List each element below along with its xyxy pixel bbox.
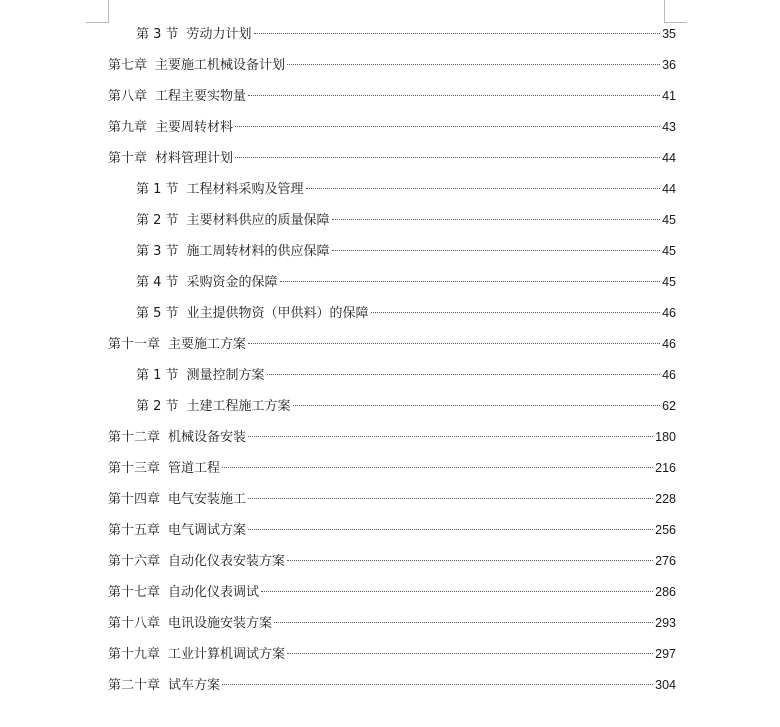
toc-entry[interactable]: [108, 582, 676, 602]
toc-entry-title: 工程材料采购及管理: [186, 182, 304, 197]
toc-dot-leader: [274, 622, 653, 623]
toc-entry[interactable]: [108, 148, 676, 168]
toc-entry[interactable]: [108, 55, 676, 75]
toc-entry[interactable]: [108, 613, 676, 633]
toc-dot-leader: [248, 529, 653, 530]
toc-entry-number: 第 5 节: [136, 306, 179, 321]
toc-dot-leader: [332, 250, 661, 251]
toc-dot-leader: [332, 219, 661, 220]
toc-dot-leader: [254, 33, 661, 34]
toc-entry-number: 第十七章: [108, 585, 161, 600]
toc-entry-number: 第九章: [108, 120, 148, 135]
toc-entry[interactable]: [108, 551, 676, 571]
toc-entry-title: 测量控制方案: [186, 368, 265, 383]
toc-entry-number: 第十八章: [108, 616, 161, 631]
toc-entry-title: 主要施工机械设备计划: [155, 58, 286, 73]
toc-entry-page-number: 41: [662, 89, 676, 103]
toc-entry-number: 第十章: [108, 151, 148, 166]
toc-entry-page-number: 35: [662, 27, 676, 41]
toc-entry-number: 第 3 节: [136, 244, 179, 259]
toc-dot-leader: [248, 436, 653, 437]
toc-entry-page-number: 297: [655, 647, 676, 661]
toc-entry-number: 第十一章: [108, 337, 161, 352]
toc-entry-title: 土建工程施工方案: [186, 399, 291, 414]
toc-entry-title: 工程主要实物量: [155, 89, 247, 104]
toc-dot-leader: [287, 653, 653, 654]
toc-entry-title: 主要材料供应的质量保障: [186, 213, 330, 228]
toc-entry-number: 第十二章: [108, 430, 161, 445]
toc-entry-page-number: 293: [655, 616, 676, 630]
toc-entry-number: 第 1 节: [136, 182, 179, 197]
toc-entry[interactable]: [108, 644, 676, 664]
margin-corner-mark-right: [664, 0, 687, 23]
toc-entry-title: 电气调试方案: [168, 523, 247, 538]
toc-entry-number: 第二十章: [108, 678, 161, 693]
toc-entry-title: 材料管理计划: [155, 151, 234, 166]
toc-dot-leader: [222, 467, 653, 468]
toc-entry[interactable]: [108, 427, 676, 447]
toc-entry-number: 第 1 节: [136, 368, 179, 383]
toc-entry-number: 第七章: [108, 58, 148, 73]
toc-entry-page-number: 45: [662, 244, 676, 258]
toc-entry[interactable]: [108, 675, 676, 695]
toc-entry-page-number: 62: [662, 399, 676, 413]
toc-entry-title: 主要周转材料: [155, 120, 234, 135]
toc-dot-leader: [248, 343, 660, 344]
toc-entry-page-number: 36: [662, 58, 676, 72]
toc-dot-leader: [306, 188, 661, 189]
toc-entry-number: 第十四章: [108, 492, 161, 507]
toc-entry[interactable]: [108, 86, 676, 106]
toc-entry[interactable]: [136, 272, 676, 292]
toc-entry-number: 第十五章: [108, 523, 161, 538]
toc-entry[interactable]: [108, 520, 676, 540]
toc-entry[interactable]: [136, 365, 676, 385]
toc-entry[interactable]: [136, 24, 676, 44]
toc-entry[interactable]: [136, 241, 676, 261]
toc-dot-leader: [222, 684, 653, 685]
toc-dot-leader: [248, 498, 653, 499]
toc-entry-page-number: 45: [662, 275, 676, 289]
toc-dot-leader: [280, 281, 661, 282]
toc-entry-page-number: 46: [662, 306, 676, 320]
toc-entry-title: 业主提供物资（甲供料）的保障: [186, 306, 369, 321]
toc-entry-page-number: 46: [662, 368, 676, 382]
toc-dot-leader: [371, 312, 661, 313]
toc-entry-title: 主要施工方案: [168, 337, 247, 352]
toc-entry-title: 电讯设施安装方案: [168, 616, 273, 631]
toc-dot-leader: [293, 405, 661, 406]
toc-entry-number: 第十六章: [108, 554, 161, 569]
toc-entry-page-number: 276: [655, 554, 676, 568]
toc-entry[interactable]: [108, 334, 676, 354]
toc-entry-title: 施工周转材料的供应保障: [186, 244, 330, 259]
toc-entry-page-number: 216: [655, 461, 676, 475]
toc-entry[interactable]: [136, 396, 676, 416]
toc-dot-leader: [235, 157, 660, 158]
toc-entry-title: 管道工程: [168, 461, 221, 476]
toc-entry-title: 试车方案: [168, 678, 221, 693]
toc-dot-leader: [235, 126, 660, 127]
toc-entry[interactable]: [136, 303, 676, 323]
toc-entry-number: 第十三章: [108, 461, 161, 476]
toc-entry-title: 自动化仪表调试: [168, 585, 260, 600]
toc-entry-title: 采购资金的保障: [186, 275, 278, 290]
toc-dot-leader: [261, 591, 653, 592]
toc-entry-title: 电气安装施工: [168, 492, 247, 507]
toc-entry[interactable]: [108, 117, 676, 137]
toc-dot-leader: [248, 95, 660, 96]
toc-entry-number: 第 2 节: [136, 399, 179, 414]
toc-entry-page-number: 44: [662, 151, 676, 165]
toc-entry-page-number: 43: [662, 120, 676, 134]
toc-dot-leader: [287, 560, 653, 561]
toc-entry-page-number: 44: [662, 182, 676, 196]
toc-entry-page-number: 46: [662, 337, 676, 351]
toc-entry-title: 工业计算机调试方案: [168, 647, 286, 662]
toc-entry-page-number: 304: [655, 678, 676, 692]
toc-entry-number: 第八章: [108, 89, 148, 104]
toc-entry-number: 第 2 节: [136, 213, 179, 228]
toc-entry[interactable]: [136, 210, 676, 230]
toc-entry-title: 机械设备安装: [168, 430, 247, 445]
toc-entry-page-number: 228: [655, 492, 676, 506]
margin-corner-mark-left: [86, 0, 109, 23]
toc-entry-number: 第 4 节: [136, 275, 179, 290]
toc-entry[interactable]: [108, 489, 676, 509]
toc-entry-page-number: 45: [662, 213, 676, 227]
toc-entry-number: 第 3 节: [136, 27, 179, 42]
toc-dot-leader: [287, 64, 660, 65]
toc-entry[interactable]: [108, 458, 676, 478]
toc-entry[interactable]: [136, 179, 676, 199]
toc-entry-page-number: 180: [655, 430, 676, 444]
toc-entry-page-number: 256: [655, 523, 676, 537]
toc-entry-title: 劳动力计划: [186, 27, 252, 42]
toc-entry-page-number: 286: [655, 585, 676, 599]
toc-entry-number: 第十九章: [108, 647, 161, 662]
toc-dot-leader: [267, 374, 661, 375]
toc-entry-title: 自动化仪表安装方案: [168, 554, 286, 569]
